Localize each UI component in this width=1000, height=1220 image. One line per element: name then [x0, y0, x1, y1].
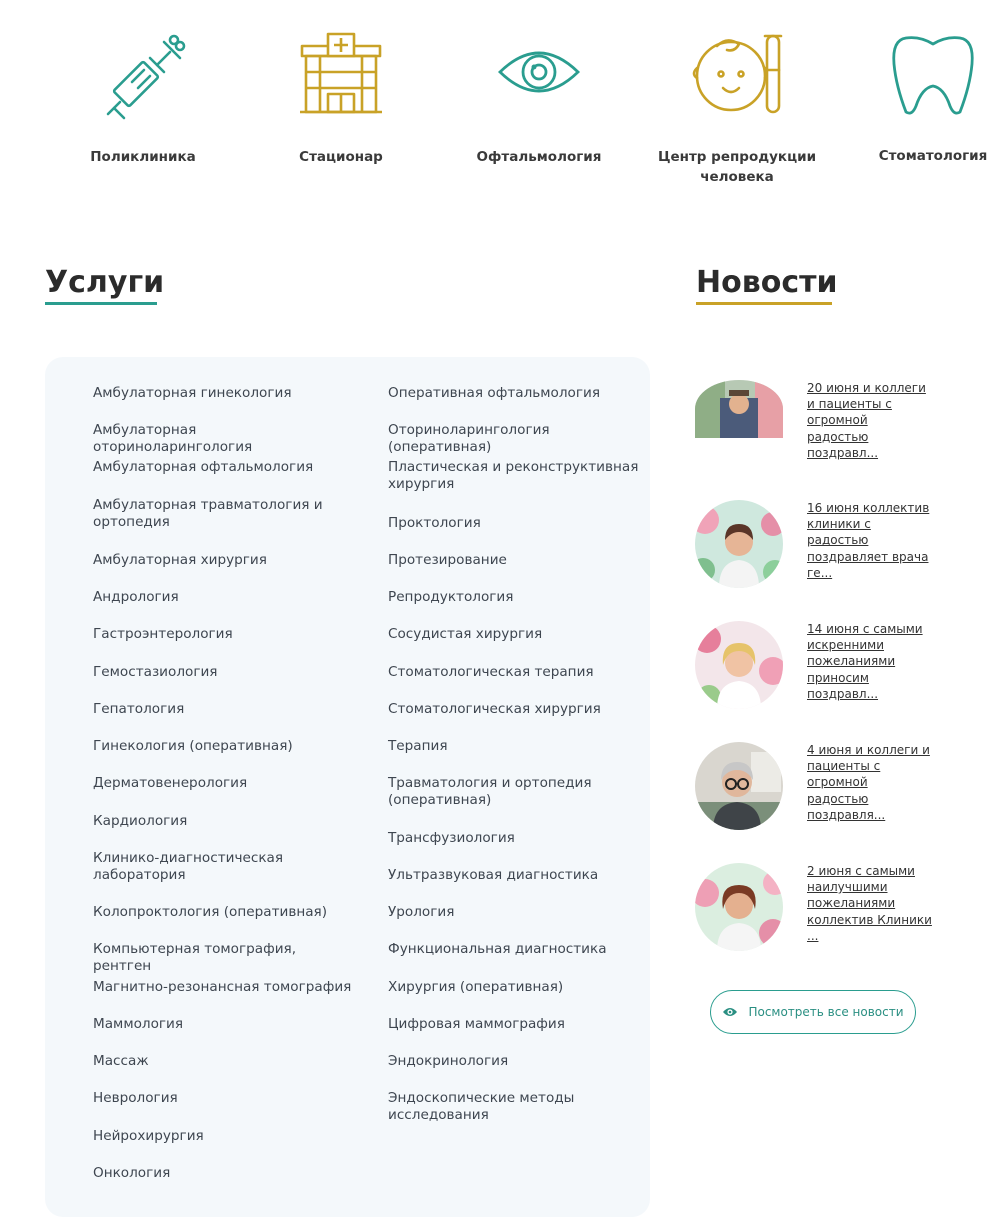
baby-test-tube-icon [687, 30, 787, 120]
service-link[interactable]: Терапия [388, 738, 448, 754]
service-link[interactable]: Маммология [93, 1016, 184, 1032]
service-link[interactable]: Нейрохирургия [93, 1128, 204, 1144]
service-link[interactable]: Хирургия (оперативная) [388, 979, 564, 995]
eye-icon [722, 1006, 738, 1018]
service-link[interactable]: Эндоскопические методы исследования [388, 1090, 575, 1123]
service-link[interactable]: Неврология [93, 1090, 178, 1106]
service-link[interactable]: Клинико-диагностическая лаборатория [93, 850, 284, 883]
service-link[interactable]: Эндокринология [388, 1053, 509, 1069]
category-hospital[interactable] [256, 30, 426, 180]
news-photo[interactable] [695, 621, 783, 709]
category-ophthalmology[interactable] [454, 30, 624, 180]
service-link[interactable]: Проктология [388, 515, 481, 531]
news-link[interactable]: 2 июня с самыми наилучшими пожеланиями коллектив Клиники ... [807, 864, 932, 943]
category-label: Стационар [299, 149, 383, 165]
service-link[interactable]: Протезирование [388, 552, 507, 568]
view-all-news-button[interactable] [710, 990, 916, 1034]
news-photo[interactable] [695, 863, 783, 951]
news-link[interactable]: 14 июня с самыми искренними пожеланиями приносим поздравл... [807, 622, 923, 701]
service-link[interactable]: Гепатология [93, 701, 185, 717]
hospital-building-icon [296, 30, 386, 120]
category-label: Стоматология [878, 148, 988, 164]
category-polyclinic[interactable] [58, 30, 228, 180]
category-dentistry[interactable] [848, 30, 1000, 180]
service-link[interactable]: Амбулаторная хирургия [93, 552, 267, 568]
service-link[interactable]: Дерматовенерология [93, 775, 248, 791]
service-link[interactable]: Амбулаторная оториноларингология [93, 422, 253, 455]
service-link[interactable]: Оперативная офтальмология [388, 385, 601, 401]
service-link[interactable]: Оториноларингология (оперативная) [388, 422, 550, 455]
tooth-icon [888, 30, 978, 120]
syringe-icon [98, 30, 188, 120]
service-link[interactable]: Компьютерная томография, рентген [93, 941, 297, 974]
news-title-underline [696, 302, 832, 305]
category-label: Центр репродукции человека [657, 149, 817, 185]
service-link[interactable]: Сосудистая хирургия [388, 626, 543, 642]
news-title: Новости [696, 265, 838, 300]
news-item [695, 621, 945, 709]
service-link[interactable]: Андрология [93, 589, 179, 605]
service-link[interactable]: Пластическая и реконструктивная хирургия [388, 459, 639, 492]
services-title: Услуги [45, 265, 165, 300]
service-link[interactable]: Амбулаторная гинекология [93, 385, 292, 401]
services-title-underline [45, 302, 157, 305]
news-photo[interactable] [695, 742, 783, 830]
news-link[interactable]: 16 июня коллектив клиники с радостью поздравляет врача ге... [807, 501, 930, 580]
service-link[interactable]: Травматология и ортопедия (оперативная) [388, 775, 592, 808]
service-link[interactable]: Амбулаторная травматология и ортопедия [93, 497, 323, 530]
category-label: Поликлиника [90, 149, 196, 165]
news-item [695, 380, 945, 468]
service-link[interactable]: Репродуктология [388, 589, 514, 605]
service-link[interactable]: Стоматологическая хирургия [388, 701, 601, 717]
news-photo[interactable] [695, 380, 783, 438]
service-link[interactable]: Гастроэнтерология [93, 626, 233, 642]
category-label: Офтальмология [476, 149, 602, 165]
service-link[interactable]: Функциональная диагностика [388, 941, 607, 957]
service-link[interactable]: Стоматологическая терапия [388, 664, 594, 680]
news-link[interactable]: 20 июня и коллеги и пациенты с огромной радостью поздравл... [807, 381, 926, 460]
service-link[interactable]: Урология [388, 904, 455, 920]
category-reproduction-center[interactable] [652, 30, 822, 190]
news-item [695, 500, 945, 588]
service-link[interactable]: Ультразвуковая диагностика [388, 867, 599, 883]
service-link[interactable]: Трансфузиология [388, 830, 515, 846]
service-link[interactable]: Цифровая маммография [388, 1016, 565, 1032]
service-link[interactable]: Онкология [93, 1165, 171, 1181]
view-all-news-label: Посмотреть все новости [748, 1005, 904, 1019]
eye-icon [494, 30, 584, 120]
service-link[interactable]: Гинекология (оперативная) [93, 738, 293, 754]
service-link[interactable]: Кардиология [93, 813, 188, 829]
news-item [695, 742, 945, 830]
service-link[interactable]: Колопроктология (оперативная) [93, 904, 328, 920]
news-link[interactable]: 4 июня и коллеги и пациенты с огромной радостью поздравля... [807, 743, 930, 822]
news-photo[interactable] [695, 500, 783, 588]
service-link[interactable]: Массаж [93, 1053, 149, 1069]
news-item [695, 863, 945, 951]
service-link[interactable]: Гемостазиология [93, 664, 218, 680]
service-link[interactable]: Магнитно-резонансная томография [93, 979, 352, 995]
service-link[interactable]: Амбулаторная офтальмология [93, 459, 314, 475]
